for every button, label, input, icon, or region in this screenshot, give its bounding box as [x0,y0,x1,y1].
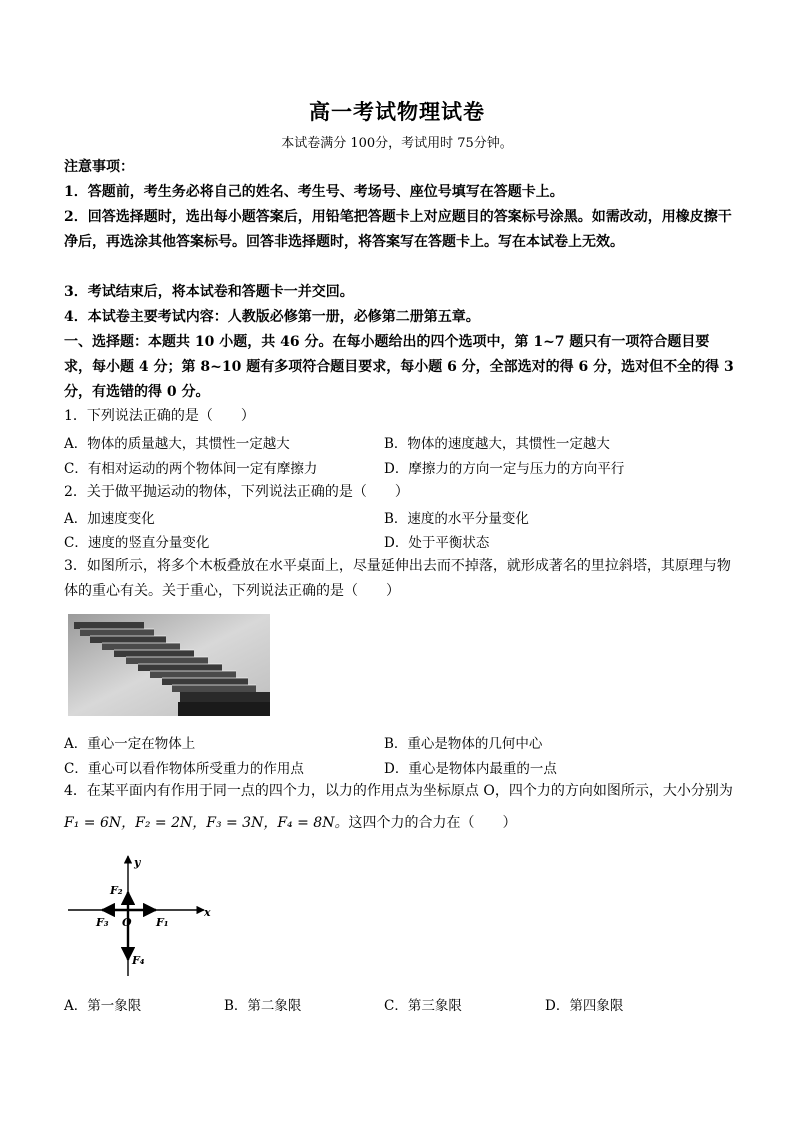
notes-heading: 注意事项： [64,159,134,175]
note-2: 2．回答选择题时，选出每小题答案后，用铅笔把答题卡上对应题目的答案标号涂黑。如需改动，用橡皮擦干净后，再选涂其他答案标号。回答非选择题时，将答案写在答题卡上。写在本试卷上无效。 [64,209,732,250]
q3-option-c: C．重心可以看作物体所受重力的作用点 [64,761,304,777]
q4-option-d: D．第四象限 [545,998,624,1014]
force-f3-label: F₃ [96,916,109,929]
q1-stem: 1．下列说法正确的是（ ） [64,408,255,424]
q3-option-b: B．重心是物体的几何中心 [384,736,543,752]
note-3: 3．考试结束后，将本试卷和答题卡一并交回。 [64,284,354,300]
force-f1-label: F₁ [156,916,169,929]
q4-force-magnitudes: F₁ = 6N，F₂ = 2N，F₃ = 3N，F₄ = 8N。 [64,815,349,831]
q1-option-d: D．摩擦力的方向一定与压力的方向平行 [384,461,625,477]
force-f4-label: F₄ [132,954,145,967]
q2-option-b: B．速度的水平分量变化 [384,511,529,527]
q2-option-c: C．速度的竖直分量变化 [64,535,210,551]
q2-option-d: D．处于平衡状态 [384,535,490,551]
q4-stem-line-1: 4．在某平面内有作用于同一点的四个力，以力的作用点为坐标原点 O，四个力的方向如图所示，大小分别为 [64,783,733,799]
q2-stem: 2．关于做平抛运动的物体，下列说法正确的是（ ） [64,484,409,500]
q3-option-d: D．重心是物体内最重的一点 [384,761,557,777]
q3-stem: 3．如图所示，将多个木板叠放在水平桌面上，尽量延伸出去而不掉落，就形成著名的里拉斜塔，其原理与物体的重心有关。关于重心，下列说法正确的是（ ） [64,558,731,599]
section-1-instructions: 一、选择题：本题共 10 小题，共 46 分。在每小题给出的四个选项中，第 1~7 题只有一项符合题目要求，每小题 4 分；第 8~10 题有多项符合题目要求，每小题 6 分，全部选对的得 6 分，选对但不全的得 3 分，有选错的得 0 分。 [64,334,734,400]
q4-option-b: B．第二象限 [224,998,302,1014]
force-f2-label: F₂ [110,884,123,897]
q3-option-a: A．重心一定在物体上 [64,736,196,752]
y-axis-label: y [134,856,141,869]
note-1: 1．答题前，考生务必将自己的姓名、考生号、考场号、座位号填写在答题卡上。 [64,184,564,200]
q1-option-b: B．物体的速度越大，其惯性一定越大 [384,436,610,452]
note-4: 4．本试卷主要考试内容：人教版必修第一册，必修第二册第五章。 [64,309,480,325]
leaning-tower-photo [68,614,270,716]
q4-stem-tail: 这四个力的合力在（ ） [348,815,517,831]
x-axis-label: x [204,906,211,919]
origin-label: O [122,916,132,929]
q2-option-a: A．加速度变化 [64,511,155,527]
q1-option-c: C．有相对运动的两个物体间一定有摩擦力 [64,461,318,477]
q1-option-a: A．物体的质量越大，其惯性一定越大 [64,436,290,452]
page-title: 高一考试物理试卷 [309,99,485,124]
q4-option-a: A．第一象限 [64,998,142,1014]
q4-option-c: C．第三象限 [384,998,462,1014]
q4-stem-line-2 [64,811,516,835]
page-subtitle: 本试卷满分 100分，考试用时 75分钟。 [281,136,513,151]
force-diagram [64,852,216,980]
